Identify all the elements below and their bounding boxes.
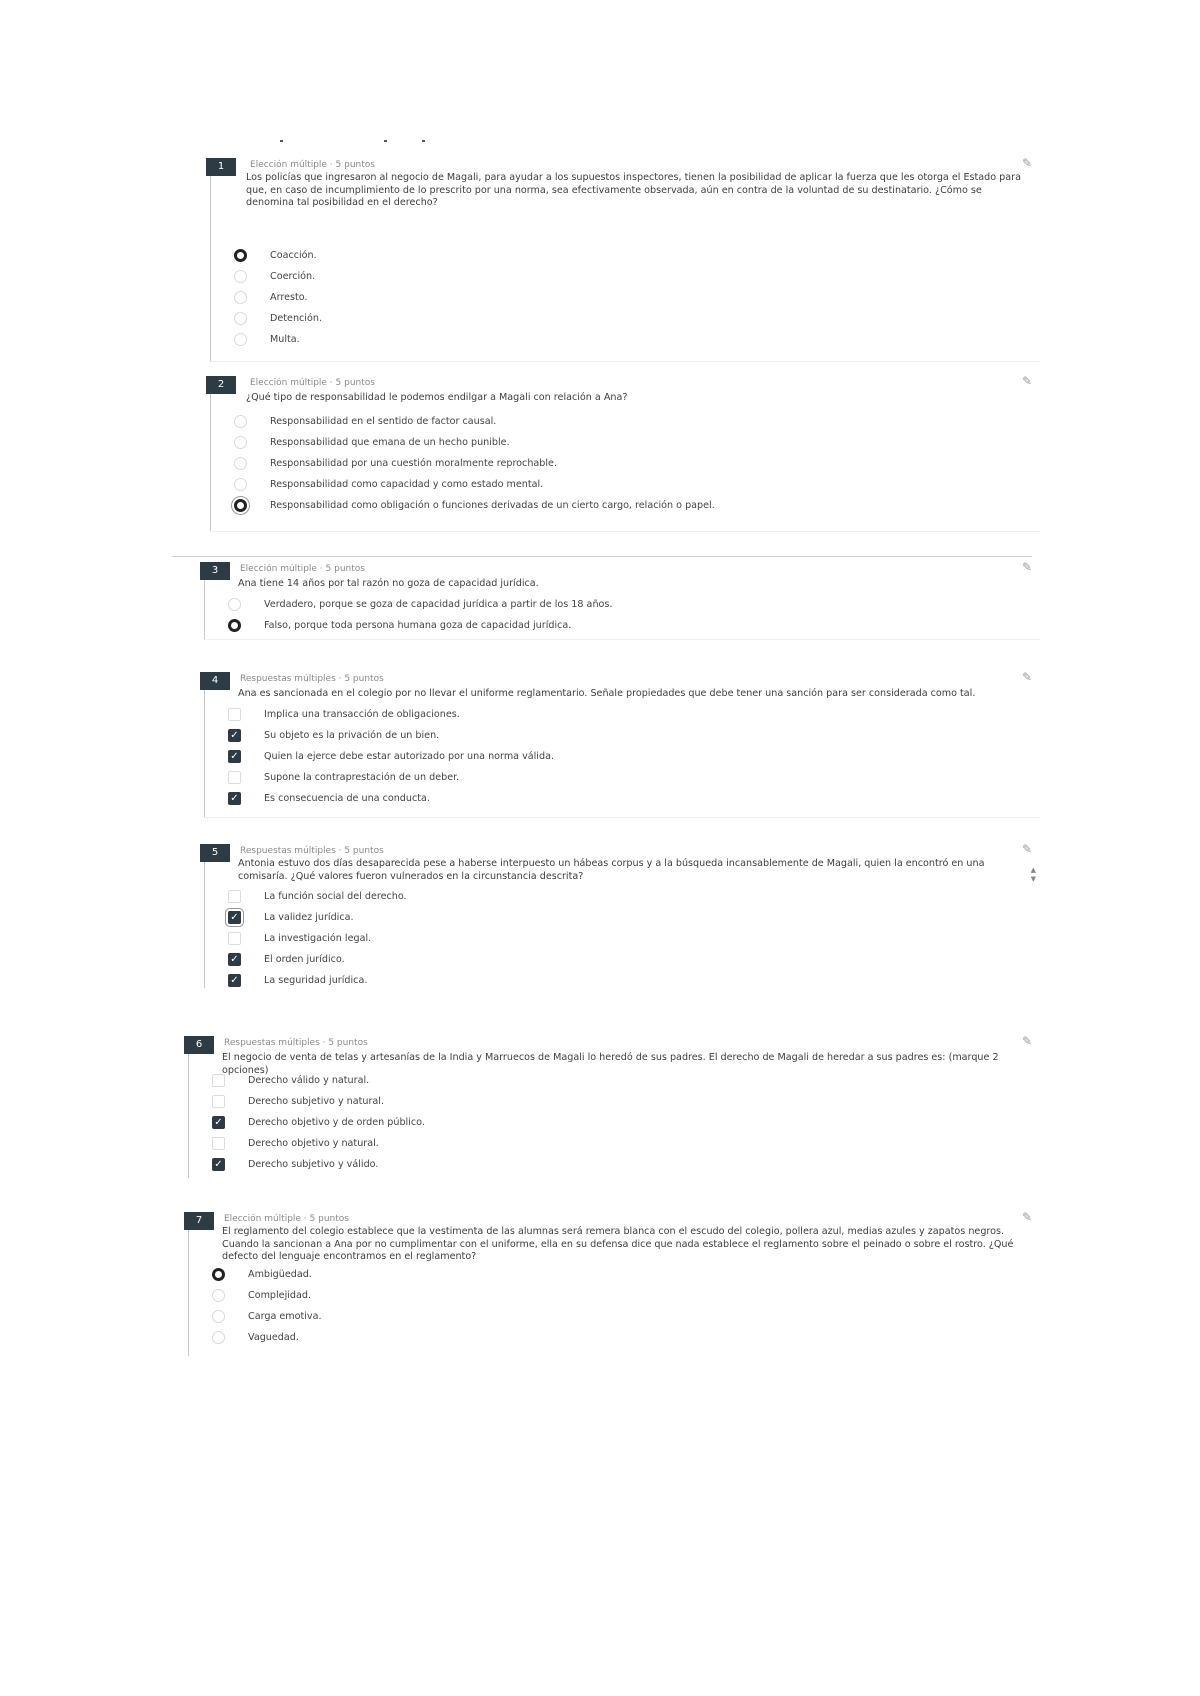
question-text: Los policías que ingresaron al negocio de Magali, para ayudar a los supuestos inspectores, tienen la posibilidad de aplicar la fuerza que les otorga el Estado para que, en caso de incumplimiento de lo prescrito por una norma, sea efectivamente observada, aún en contra de la voluntad de su destinatario. ¿Cómo se denomina tal posibilidad en el derecho? [246,172,1021,208]
radio-button[interactable] [234,270,247,283]
question-2: 2 Elección múltiple · 5 puntos ✎ ¿Qué tipo de responsabilidad le podemos endilgar a Magali con relación a Ana? Responsabilidad en el sentido de factor causal. Responsabilidad que emana de un hecho punible. Responsabilidad por una cuestión moralmente reprochable. Responsabilidad como capacidad y como estado mental. Responsabilidad como obligación o funciones derivadas de un cierto cargo, relación o papel. [210,380,1040,532]
question-6: 6 Respuestas múltiples · 5 puntos ✎ El negocio de venta de telas y artesanías de la India y Marruecos de Magali lo heredó de sus padres. El derecho de Magali de heredar a sus padres es: (marque 2 opciones) Derecho válido y natural. Derecho subjetivo y natural. ✓ Derecho objetivo y de orden público. Derecho objetivo y natural. ✓ Derecho subjetivo y válido. [188,1040,1040,1178]
checkbox[interactable] [228,932,241,945]
pin-icon[interactable]: ✎ [1021,374,1032,388]
question-type-points: Respuestas múltiples · 5 puntos [240,674,384,684]
radio-button[interactable] [212,1310,225,1323]
question-text: ¿Qué tipo de responsabilidad le podemos endilgar a Magali con relación a Ana? [246,392,628,403]
radio-button[interactable] [234,333,247,346]
pin-icon[interactable]: ✎ [1021,842,1032,856]
radio-button[interactable] [234,478,247,491]
question-text: Antonia estuvo dos días desaparecida pese a haberse interpuesto un hábeas corpus y a la búsqueda incansablemente de Magali, quien la encontró en una comisaría. ¿Qué valores fueron vulnerados en la circunstancia descrita? [238,858,985,882]
question-type-points: Elección múltiple · 5 puntos [224,1214,349,1224]
radio-button[interactable] [234,415,247,428]
radio-button[interactable] [228,619,241,632]
radio-button[interactable] [234,457,247,470]
question-type-points: Respuestas múltiples · 5 puntos [224,1038,368,1048]
radio-button[interactable] [234,499,247,512]
radio-button[interactable] [234,312,247,325]
pin-icon[interactable]: ✎ [1021,1034,1032,1048]
question-3: 3 Elección múltiple · 5 puntos ✎ Ana tiene 14 años por tal razón no goza de capacidad jurídica. Verdadero, porque se goza de capacidad jurídica a partir de los 18 años. Falso, porque toda persona humana goza de capacidad jurídica. [204,566,1040,640]
page-break-line [172,556,1032,557]
radio-button[interactable] [234,291,247,304]
question-number: 7 [184,1212,214,1230]
question-1: 1 Elección múltiple · 5 puntos ✎ Los policías que ingresaron al negocio de Magali, para ayudar a los supuestos inspectores, tienen la posibilidad de aplicar la fuerza que les otorga el Estado para que, en caso de incumplimiento de lo prescrito por una norma, sea efectivamente observada, aún en contra de la voluntad de su destinatario. ¿Cómo se denomina tal posibilidad en el derecho? Coacción. Coerción. Arresto. Detención. Multa. [210,162,1040,362]
radio-button[interactable] [212,1331,225,1344]
scroll-arrows-icon[interactable]: ▲ ▼ [1030,866,1036,883]
checkbox[interactable]: ✓ [228,953,241,966]
checkbox[interactable] [212,1095,225,1108]
question-number: 4 [200,672,230,690]
question-number: 6 [184,1036,214,1054]
question-type-points: Elección múltiple · 5 puntos [240,564,365,574]
question-type-points: Elección múltiple · 5 puntos [250,160,375,170]
question-7: 7 Elección múltiple · 5 puntos ✎ El reglamento del colegio establece que la vestimenta de las alumnas será remera blanca con el escudo del colegio, pollera azul, medias azules y zapatos negros. Cuando la sancionan a Ana por no cumplimentar con el uniforme, ella en su defensa dice que nada establece el reglamento sobre el peinado o sobre el rostro. ¿Qué defecto del lenguaje encontramos en el reglamento? Ambigüedad. Complejidad. Carga emotiva. Vaguedad. [188,1216,1040,1356]
radio-button[interactable] [228,598,241,611]
checkbox[interactable]: ✓ [228,974,241,987]
radio-button[interactable] [234,436,247,449]
radio-button[interactable] [212,1268,225,1281]
radio-button[interactable] [234,249,247,262]
question-number: 3 [200,562,230,580]
question-text: El negocio de venta de telas y artesanías de la India y Marruecos de Magali lo heredó de sus padres. El derecho de Magali de heredar a sus padres es: (marque 2 opciones) [222,1052,999,1076]
question-4: 4 Respuestas múltiples · 5 puntos ✎ Ana es sancionada en el colegio por no llevar el uniforme reglamentario. Señale propiedades que debe tener una sanción para ser considerada como tal. Implica una transacción de obligaciones. ✓ Su objeto es la privación de un bien. ✓ Quien la ejerce debe estar autorizado por una norma válida. Supone la contraprestación de un deber. ✓ Es consecuencia de una conducta. [204,676,1040,818]
question-type-points: Elección múltiple · 5 puntos [250,378,375,388]
question-text: El reglamento del colegio establece que la vestimenta de las alumnas será remera blanca con el escudo del colegio, pollera azul, medias azules y zapatos negros. Cuando la sancionan a Ana por no cumplimentar con el uniforme, ella en su defensa dice que nada establece el reglamento sobre el peinado o sobre el rostro. ¿Qué defecto del lenguaje encontramos en el reglamento? [222,1226,1014,1262]
checkbox[interactable] [212,1074,225,1087]
checkbox[interactable] [228,890,241,903]
question-text: Ana tiene 14 años por tal razón no goza de capacidad jurídica. [238,578,539,589]
checkbox[interactable] [212,1137,225,1150]
radio-button[interactable] [212,1289,225,1302]
checkbox[interactable]: ✓ [228,729,241,742]
checkbox[interactable]: ✓ [228,750,241,763]
question-number: 2 [206,376,236,394]
checkbox[interactable] [228,708,241,721]
question-number: 1 [206,158,236,176]
checkbox[interactable]: ✓ [228,792,241,805]
checkbox[interactable]: ✓ [228,911,241,924]
pin-icon[interactable]: ✎ [1021,560,1032,574]
checkbox[interactable]: ✓ [212,1158,225,1171]
pin-icon[interactable]: ✎ [1021,670,1032,684]
pin-icon[interactable]: ✎ [1021,156,1032,170]
question-type-points: Respuestas múltiples · 5 puntos [240,846,384,856]
question-number: 5 [200,844,230,862]
pin-icon[interactable]: ✎ [1021,1210,1032,1224]
checkbox[interactable] [228,771,241,784]
question-text: Ana es sancionada en el colegio por no llevar el uniforme reglamentario. Señale propiedades que debe tener una sanción para ser considerada como tal. [238,688,976,699]
checkbox[interactable]: ✓ [212,1116,225,1129]
question-5: 5 Respuestas múltiples · 5 puntos ✎ ▲ ▼ Antonia estuvo dos días desaparecida pese a haberse interpuesto un hábeas corpus y a la búsqueda incansablemente de Magali, quien la encontró en una comisaría. ¿Qué valores fueron vulnerados en la circunstancia descrita? La función social del derecho. ✓ La validez jurídica. La investigación legal. ✓ El orden jurídico. ✓ La seguridad jurídica. [204,848,1040,988]
